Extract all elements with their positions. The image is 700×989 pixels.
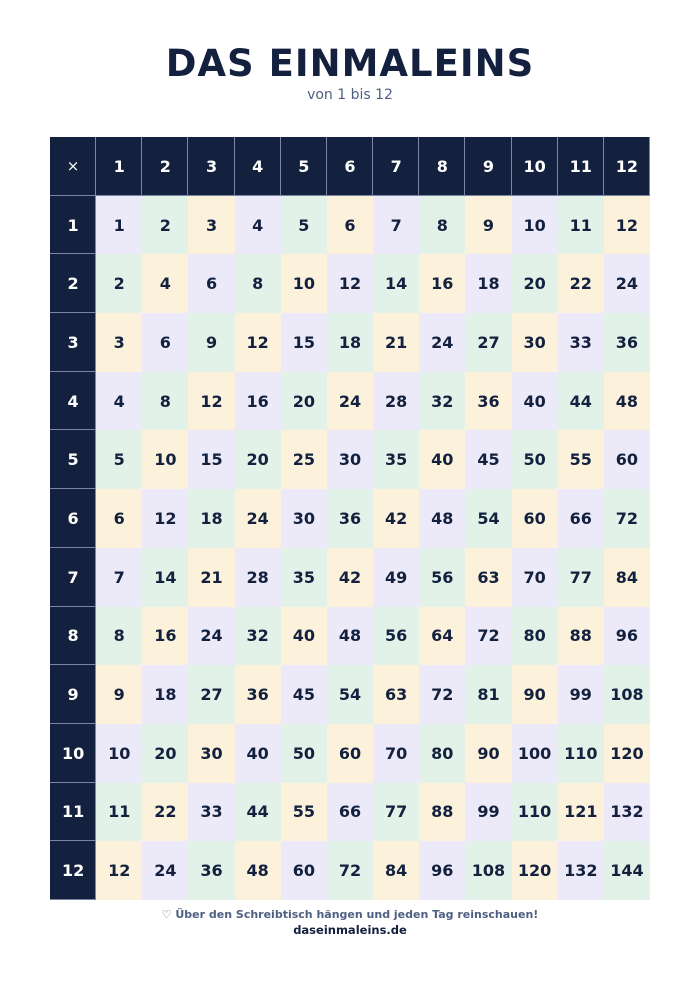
product-cell: 5 [96,430,142,489]
product-cell: 99 [465,783,511,842]
product-cell: 9 [465,196,511,255]
product-cell: 15 [281,313,327,372]
product-cell: 24 [604,254,650,313]
product-cell: 50 [512,430,558,489]
product-cell: 96 [419,841,465,900]
product-cell: 48 [235,841,281,900]
product-cell: 120 [604,724,650,783]
product-cell: 36 [465,372,511,431]
product-cell: 90 [512,665,558,724]
product-cell: 40 [235,724,281,783]
product-cell: 3 [96,313,142,372]
product-cell: 28 [235,548,281,607]
product-cell: 5 [281,196,327,255]
product-cell: 22 [142,783,188,842]
product-cell: 84 [604,548,650,607]
column-header: 6 [327,137,373,196]
product-cell: 20 [512,254,558,313]
product-cell: 28 [373,372,419,431]
product-cell: 63 [373,665,419,724]
product-cell: 4 [96,372,142,431]
product-cell: 40 [281,607,327,666]
product-cell: 56 [373,607,419,666]
product-cell: 60 [604,430,650,489]
product-cell: 11 [96,783,142,842]
product-cell: 72 [465,607,511,666]
product-cell: 70 [373,724,419,783]
column-header: 2 [142,137,188,196]
column-header: 5 [281,137,327,196]
product-cell: 14 [142,548,188,607]
product-cell: 70 [512,548,558,607]
product-cell: 10 [512,196,558,255]
table-corner-symbol: × [50,137,96,196]
footer-note: ♡ Über den Schreibtisch hängen und jeden Tag reinschauen! [161,908,539,921]
product-cell: 56 [419,548,465,607]
product-cell: 49 [373,548,419,607]
product-cell: 12 [604,196,650,255]
product-cell: 14 [373,254,419,313]
product-cell: 132 [604,783,650,842]
product-cell: 21 [188,548,234,607]
product-cell: 8 [96,607,142,666]
product-cell: 12 [188,372,234,431]
product-cell: 110 [512,783,558,842]
product-cell: 35 [373,430,419,489]
column-header: 8 [419,137,465,196]
product-cell: 110 [558,724,604,783]
product-cell: 4 [142,254,188,313]
product-cell: 18 [465,254,511,313]
product-cell: 50 [281,724,327,783]
column-header: 12 [604,137,650,196]
product-cell: 72 [604,489,650,548]
product-cell: 10 [281,254,327,313]
footer-website: daseinmaleins.de [293,923,407,937]
product-cell: 60 [512,489,558,548]
product-cell: 44 [558,372,604,431]
product-cell: 7 [373,196,419,255]
product-cell: 44 [235,783,281,842]
product-cell: 48 [327,607,373,666]
product-cell: 24 [235,489,281,548]
product-cell: 60 [327,724,373,783]
product-cell: 33 [188,783,234,842]
product-cell: 8 [419,196,465,255]
product-cell: 80 [512,607,558,666]
product-cell: 1 [96,196,142,255]
product-cell: 18 [327,313,373,372]
product-cell: 48 [419,489,465,548]
column-header: 9 [465,137,511,196]
product-cell: 55 [558,430,604,489]
row-header: 2 [50,254,96,313]
product-cell: 20 [281,372,327,431]
page-subtitle: von 1 bis 12 [307,87,393,103]
product-cell: 45 [281,665,327,724]
product-cell: 33 [558,313,604,372]
row-header: 9 [50,665,96,724]
product-cell: 12 [142,489,188,548]
product-cell: 42 [327,548,373,607]
product-cell: 20 [235,430,281,489]
product-cell: 40 [512,372,558,431]
product-cell: 2 [96,254,142,313]
column-header: 10 [512,137,558,196]
product-cell: 30 [512,313,558,372]
product-cell: 2 [142,196,188,255]
column-header: 1 [96,137,142,196]
product-cell: 45 [465,430,511,489]
product-cell: 6 [142,313,188,372]
product-cell: 88 [419,783,465,842]
product-cell: 132 [558,841,604,900]
row-header: 8 [50,607,96,666]
multiplication-table [50,137,650,900]
product-cell: 12 [96,841,142,900]
product-cell: 10 [96,724,142,783]
product-cell: 21 [373,313,419,372]
product-cell: 90 [465,724,511,783]
product-cell: 32 [235,607,281,666]
product-cell: 9 [188,313,234,372]
product-cell: 36 [327,489,373,548]
product-cell: 25 [281,430,327,489]
product-cell: 6 [96,489,142,548]
product-cell: 24 [188,607,234,666]
product-cell: 55 [281,783,327,842]
product-cell: 27 [465,313,511,372]
product-cell: 121 [558,783,604,842]
product-cell: 60 [281,841,327,900]
row-header: 10 [50,724,96,783]
product-cell: 27 [188,665,234,724]
product-cell: 42 [373,489,419,548]
product-cell: 18 [142,665,188,724]
row-header: 1 [50,196,96,255]
product-cell: 16 [142,607,188,666]
row-header: 4 [50,372,96,431]
product-cell: 22 [558,254,604,313]
row-header: 5 [50,430,96,489]
product-cell: 99 [558,665,604,724]
product-cell: 24 [142,841,188,900]
product-cell: 100 [512,724,558,783]
row-header: 7 [50,548,96,607]
product-cell: 72 [419,665,465,724]
product-cell: 36 [188,841,234,900]
product-cell: 66 [558,489,604,548]
product-cell: 8 [142,372,188,431]
product-cell: 108 [604,665,650,724]
column-header: 11 [558,137,604,196]
product-cell: 7 [96,548,142,607]
product-cell: 18 [188,489,234,548]
column-header: 4 [235,137,281,196]
product-cell: 20 [142,724,188,783]
product-cell: 24 [419,313,465,372]
product-cell: 6 [188,254,234,313]
product-cell: 6 [327,196,373,255]
page-title: DAS EINMALEINS [165,42,535,85]
product-cell: 96 [604,607,650,666]
product-cell: 9 [96,665,142,724]
product-cell: 77 [373,783,419,842]
product-cell: 36 [604,313,650,372]
product-cell: 16 [419,254,465,313]
product-cell: 77 [558,548,604,607]
product-cell: 81 [465,665,511,724]
product-cell: 10 [142,430,188,489]
product-cell: 8 [235,254,281,313]
product-cell: 11 [558,196,604,255]
row-header: 6 [50,489,96,548]
product-cell: 80 [419,724,465,783]
product-cell: 30 [281,489,327,548]
product-cell: 84 [373,841,419,900]
product-cell: 3 [188,196,234,255]
product-cell: 35 [281,548,327,607]
product-cell: 32 [419,372,465,431]
product-cell: 15 [188,430,234,489]
product-cell: 64 [419,607,465,666]
row-header: 11 [50,783,96,842]
column-header: 7 [373,137,419,196]
product-cell: 120 [512,841,558,900]
product-cell: 4 [235,196,281,255]
product-cell: 36 [235,665,281,724]
product-cell: 66 [327,783,373,842]
product-cell: 54 [465,489,511,548]
product-cell: 40 [419,430,465,489]
product-cell: 72 [327,841,373,900]
product-cell: 63 [465,548,511,607]
row-header: 3 [50,313,96,372]
product-cell: 16 [235,372,281,431]
product-cell: 30 [188,724,234,783]
product-cell: 12 [235,313,281,372]
product-cell: 30 [327,430,373,489]
product-cell: 54 [327,665,373,724]
product-cell: 12 [327,254,373,313]
product-cell: 24 [327,372,373,431]
product-cell: 144 [604,841,650,900]
product-cell: 88 [558,607,604,666]
product-cell: 48 [604,372,650,431]
product-cell: 108 [465,841,511,900]
column-header: 3 [188,137,234,196]
row-header: 12 [50,841,96,900]
